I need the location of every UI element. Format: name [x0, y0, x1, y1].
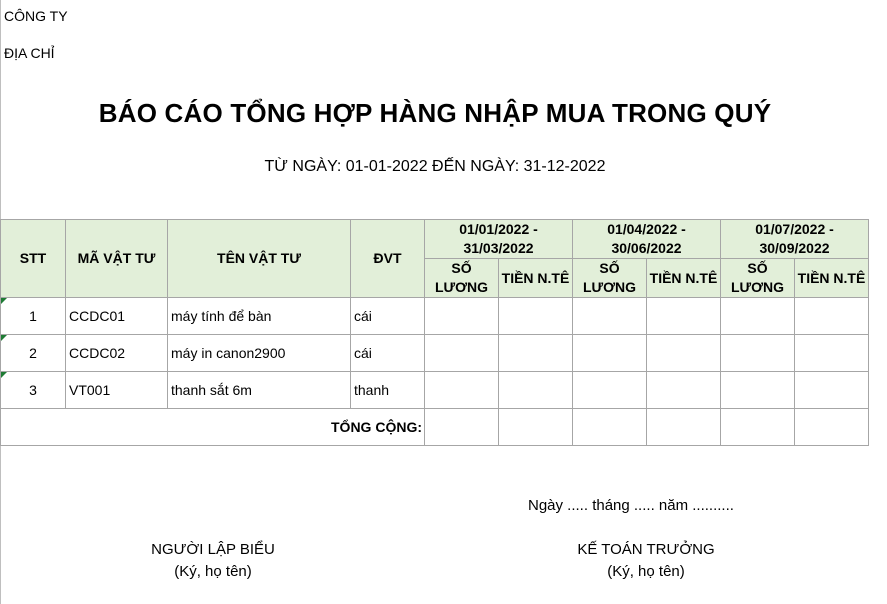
report-title: BÁO CÁO TỔNG HỢP HÀNG NHẬP MUA TRONG QUÝ: [98, 98, 772, 128]
header-stt: STT: [1, 220, 66, 298]
preparer-title: NGƯỜI LẬP BIỂU: [151, 541, 275, 558]
header-period-q2: 01/04/2022 - 30/06/2022: [573, 220, 721, 259]
header-q2-amount: TIỀN N.TÊ: [647, 259, 721, 298]
cell-stt[interactable]: 1: [1, 298, 66, 335]
header-period-q3: 01/07/2022 - 30/09/2022: [721, 220, 869, 259]
cell-q1-quantity[interactable]: [425, 372, 499, 409]
cell-code[interactable]: CCDC01: [66, 298, 168, 335]
preparer-signature-block: [113, 539, 313, 583]
header-q1-quantity: SỐ LƯƠNG: [425, 259, 499, 298]
total-q1-quantity[interactable]: [425, 409, 499, 446]
total-q1-amount[interactable]: [499, 409, 573, 446]
cell-q2-quantity[interactable]: [573, 335, 647, 372]
cell-q2-quantity[interactable]: [573, 372, 647, 409]
header-row-1: [1, 220, 869, 259]
table-row: [1, 372, 869, 409]
cell-unit[interactable]: cái: [351, 335, 425, 372]
cell-q3-quantity[interactable]: [721, 335, 795, 372]
cell-stt[interactable]: 2: [1, 335, 66, 372]
report-date-range: TỪ NGÀY: 01-01-2022 ĐẾN NGÀY: 31-12-2022: [264, 158, 606, 175]
total-q2-amount[interactable]: [647, 409, 721, 446]
preparer-note: (Ký, họ tên): [174, 563, 252, 580]
header-name: TÊN VẬT TƯ: [168, 220, 351, 298]
cell-stt[interactable]: 3: [1, 372, 66, 409]
signature-date-line: Ngày ..... tháng ..... năm ..........: [528, 497, 734, 514]
cell-unit[interactable]: thanh: [351, 372, 425, 409]
address-label: ĐỊA CHỈ: [4, 45, 55, 61]
cell-code[interactable]: VT001: [66, 372, 168, 409]
total-label: TỔNG CỘNG:: [1, 409, 425, 446]
cell-q2-quantity[interactable]: [573, 298, 647, 335]
cell-q3-amount[interactable]: [795, 335, 869, 372]
cell-q3-quantity[interactable]: [721, 298, 795, 335]
total-row: [1, 409, 869, 446]
accountant-title: KẾ TOÁN TRƯỞNG: [577, 541, 715, 558]
report-table: [0, 219, 869, 446]
cell-q3-amount[interactable]: [795, 298, 869, 335]
cell-q3-quantity[interactable]: [721, 372, 795, 409]
header-period-q1: 01/01/2022 - 31/03/2022: [425, 220, 573, 259]
accountant-note: (Ký, họ tên): [607, 563, 685, 580]
cell-q1-quantity[interactable]: [425, 298, 499, 335]
header-q2-quantity: SỐ LƯƠNG: [573, 259, 647, 298]
total-q2-quantity[interactable]: [573, 409, 647, 446]
cell-q2-amount[interactable]: [647, 298, 721, 335]
header-q3-quantity: SỐ LƯƠNG: [721, 259, 795, 298]
cell-name[interactable]: thanh sắt 6m: [168, 372, 351, 409]
cell-q1-amount[interactable]: [499, 372, 573, 409]
header-code: MÃ VẬT TƯ: [66, 220, 168, 298]
accountant-signature-block: [546, 539, 746, 583]
cell-q1-amount[interactable]: [499, 298, 573, 335]
cell-name[interactable]: máy in canon2900: [168, 335, 351, 372]
total-q3-amount[interactable]: [795, 409, 869, 446]
total-q3-quantity[interactable]: [721, 409, 795, 446]
cell-unit[interactable]: cái: [351, 298, 425, 335]
cell-q1-quantity[interactable]: [425, 335, 499, 372]
header-q1-amount: TIỀN N.TÊ: [499, 259, 573, 298]
cell-q2-amount[interactable]: [647, 372, 721, 409]
company-label: CÔNG TY: [4, 8, 68, 24]
table-row: [1, 298, 869, 335]
header-unit: ĐVT: [351, 220, 425, 298]
header-q3-amount: TIỀN N.TÊ: [795, 259, 869, 298]
cell-code[interactable]: CCDC02: [66, 335, 168, 372]
cell-q3-amount[interactable]: [795, 372, 869, 409]
table-row: [1, 335, 869, 372]
cell-name[interactable]: máy tính để bàn: [168, 298, 351, 335]
cell-q2-amount[interactable]: [647, 335, 721, 372]
cell-q1-amount[interactable]: [499, 335, 573, 372]
